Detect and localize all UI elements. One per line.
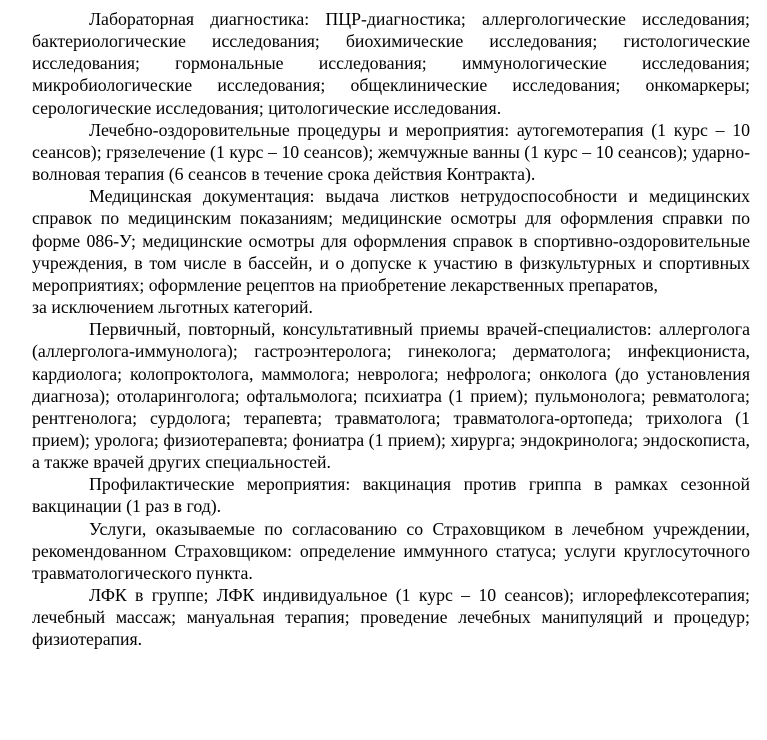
paragraph-agreed-services: Услуги, оказываемые по согласованию со Страховщиком в лечебном учреждении, рекомендованном Страховщиком: определение иммунного статуса; услуги круглосуточного травматологического пункта.: [32, 518, 750, 583]
document-body: [32, 8, 750, 651]
paragraph-medical-documentation: Медицинская документация: выдача листков нетрудоспособности и медицинских справок по медицинским показаниям; медицинские осмотры для оформления справки по форме 086-У; медицинские осмотры для оформления справок в спортивно-оздоровительные учреждения, в том числе в бассейн, и о допуске к участию в физкультурных и спортивных мероприятиях; оформление рецептов на приобретение лекарственных препаратов,: [32, 186, 750, 295]
paragraph-treatment-procedures: Лечебно-оздоровительные процедуры и мероприятия: аутогемотерапия (1 курс – 10 сеансов); грязелечение (1 курс – 10 сеансов); жемчужные ванны (1 курс – 10 сеансов); ударно-волновая терапия (6 сеансов в течение срока действия Контракта).: [32, 119, 750, 185]
paragraph-medical-documentation-continued: за исключением льготных категорий.: [32, 297, 313, 318]
paragraph-preventive-measures: Профилактические мероприятия: вакцинация против гриппа в рамках сезонной вакцинации (1 раз в год).: [32, 474, 750, 517]
paragraph-physical-therapy: ЛФК в группе; ЛФК индивидуальное (1 курс – 10 сеансов); иглорефлексотерапия; лечебный массаж; мануальная терапия; проведение лечебных манипуляций и процедур; физиотерапия.: [32, 585, 750, 650]
paragraph-specialist-appointments: Первичный, повторный, консультативный приемы врачей-специалистов: аллерголога (аллерголога-иммунолога); гастроэнтеролога; гинеколога; дерматолога; инфекциониста, кардиолога; колопроктолога, маммолога; невролога; нефролога; онколога (до установления диагноза); отоларинголога; офтальмолога; психиатра (1 прием); пульмонолога; ревматолога; рентгенолога; сурдолога; терапевта; травматолога; травматолога-ортопеда; трихолога (1 прием); уролога; физиотерапевта; фониатра (1 прием); хирурга; эндокринолога; эндоскописта, а также врачей других специальностей.: [32, 319, 750, 473]
paragraph-lab-diagnostics: Лабораторная диагностика: ПЦР-диагностика; аллергологические исследования; бактериологические исследования; биохимические исследования; гистологические исследования; гормональные исследования; иммунологические исследования; микробиологические исследования; общеклинические исследования; онкомаркеры; серологические исследования; цитологические исследования.: [32, 9, 750, 118]
